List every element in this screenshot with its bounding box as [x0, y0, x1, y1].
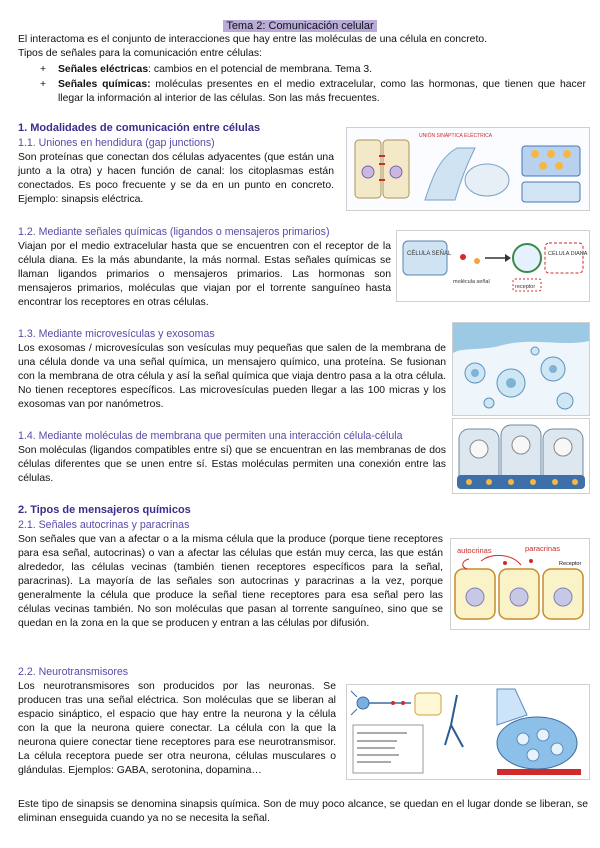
- section-1-1-heading: 1.1. Uniones en hendidura (gap junctions): [18, 137, 215, 149]
- page-title: Tema 2: Comunicación celular: [223, 20, 376, 32]
- fig-target: CÉLULA DIANA: [548, 251, 588, 257]
- neurotransmitter-figure: [346, 684, 590, 780]
- bullet-electric: [40, 63, 588, 77]
- section-1-2-text: Viajan por el medio extracelular hasta que se encuentren con el receptor de la célula diana. Es la más abundante, la más normal. Estas señales químicas se llaman ligandos primarios o mensajeros primarios. Las hormonas son mensajeros primarios, moléculas que viajan por el torrente sanguíneo hasta encontrar los receptores en otras células.: [18, 241, 391, 308]
- gap-junction-svg: [347, 128, 589, 210]
- section-2-heading: 2. Tipos de mensajeros químicos: [18, 504, 191, 516]
- section-2-2-text: Los neurotransmisores son producidos por las neuronas. Se producen tras una señal eléctrica. Son moléculas que se liberan al espacio sináptico, el espacio que hay entre la neurona y la célula con la que la neurona quiere conectar. La célula con la que la neurona quiere conectar tiene receptores para ese neurotransmisor. La célula receptora puede ser otra neurona, células musculares o glándulas. Ejemplos: GABA, serotonina, dopamina…: [18, 681, 336, 776]
- bullet-chemical: [40, 78, 588, 108]
- section-2-2-heading: 2.2. Neurotransmisores: [18, 666, 129, 678]
- section-2-2-closing: Este tipo de sinapsis se denomina sinapsis química. Son de muy poco alcance, se quedan en el lugar donde se liberan, se eliminan enseguida cuando ya no se necesita la señal.: [18, 799, 588, 824]
- autocrine-paracrine-svg: [451, 539, 589, 629]
- exosome-svg: [453, 323, 589, 415]
- section-2-1-heading: 2.1. Señales autocrinas y paracrinas: [18, 519, 190, 531]
- bullet-text: moléculas presentes en el medio extracelular, como las hormonas, que tienen que hacer llegar la información al interior de las células. Son las más frecuentes.: [58, 79, 586, 104]
- bullet-mark: +: [40, 64, 47, 75]
- cell-cell-svg: [453, 419, 589, 493]
- cell-cell-figure: [452, 418, 590, 494]
- fig-autocrine: autocrinas: [457, 546, 492, 555]
- chemical-signal-svg: [397, 231, 589, 301]
- fig-molecule: molécula señal: [453, 279, 490, 285]
- section-2-1-text: Son señales que van a afectar o a la misma célula que la produce (porque tiene receptores para esa señal, autocrinas) o van a afectar las células que están muy cerca, las que están alrededor, las células vecinas (también tienen receptores específicos para la señal, paracrinas). La mayoría de las señales son autocrinas y paracrinas a la vez, porque generalmente la célula que produce la señal tiene receptores para esa señal pero las células vecinas también. No son moléculas que pasan al torrente sanguíneo, sino que se quedan en la zona en la que se producen y entran a las células por difusión.: [18, 534, 443, 629]
- section-1-4-heading: 1.4. Mediante moléculas de membrana que permiten una interacción célula-célula: [18, 430, 403, 442]
- fig-cell-signal: CÉLULA SEÑAL: [407, 251, 452, 257]
- bullet-text: : cambios en el potencial de membrana. Tema 3.: [148, 64, 373, 75]
- intro-line-1: El interactoma es el conjunto de interacciones que hay entre las moléculas de una célula en concreto.: [18, 34, 488, 45]
- section-1-1-text: Son proteínas que conectan dos células adyacentes (que están una junto a la otra) y hacen función de canal: los citoplasmas están conectados. Es poco frecuente y se da en un punto en concreto. Ejemplo: sinapsis eléctrica.: [18, 152, 334, 205]
- fig-receptor: receptor: [515, 284, 536, 290]
- section-1-4-text: Son moléculas (ligandos compatibles entre sí) que se encuentran en las membranas de dos células diferentes que se unen entre sí. Estas moléculas permiten una conexión entre las células.: [18, 445, 446, 484]
- section-1-2-heading: 1.2. Mediante señales químicas (ligandos o mensajeros primarios): [18, 226, 330, 238]
- figure-label: UNIÓN SINÁPTICA ELÉCTRICA: [419, 133, 493, 139]
- section-1-3-heading: 1.3. Mediante microvesículas y exosomas: [18, 328, 215, 340]
- autocrine-paracrine-figure: [450, 538, 590, 630]
- section-1-3-text: Los exosomas / microvesículas son vesículas muy pequeñas que salen de la membrana de una célula donde va una señal química, un mensajero químico, una proteína. Se fusionan con la membrana de otra célula y así la señal química que viaja dentro pasa a la otra célula. No tienen receptores específicos. Las microvesículas pueden llegar a las 100 micras y los exosomas van por nanómetros.: [18, 343, 446, 410]
- exosome-figure: [452, 322, 590, 416]
- gap-junction-figure: [346, 127, 590, 211]
- bullet-bold: Señales químicas:: [58, 79, 151, 90]
- fig-paracrine: paracrinas: [525, 544, 561, 553]
- bullet-mark: +: [40, 79, 47, 90]
- intro-line-2: Tipos de señales para la comunicación entre células:: [18, 48, 262, 59]
- title-wrap: [0, 16, 600, 34]
- fig-receptor: Receptor: [559, 561, 582, 567]
- section-1-heading: 1. Modalidades de comunicación entre células: [18, 122, 261, 134]
- chemical-signal-figure: [396, 230, 590, 302]
- neurotransmitter-svg: [347, 685, 589, 779]
- bullet-bold: Señales eléctricas: [58, 64, 149, 75]
